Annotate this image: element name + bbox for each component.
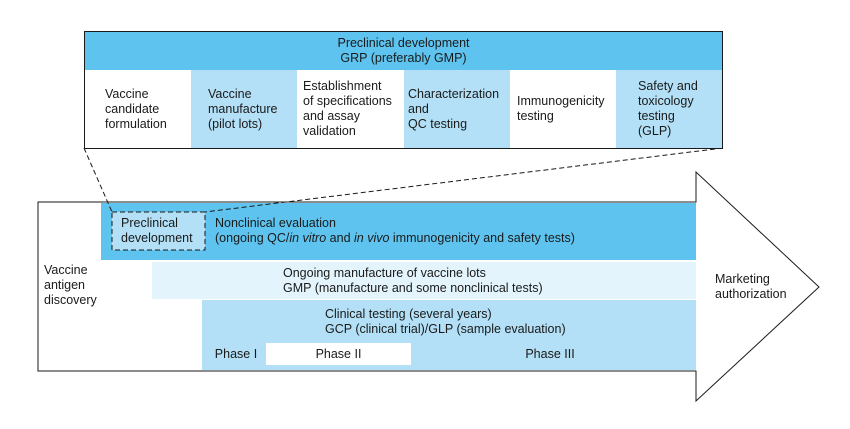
nonclinical-details: (ongoing QC/in vitro and in vivo immunogenicity and safety tests) — [215, 231, 575, 245]
step-characterization: Characterization and QC testing — [404, 70, 510, 148]
step-immunogenicity: Immunogenicity testing — [510, 70, 616, 148]
top-panel-header — [85, 32, 722, 70]
step-specifications: Establishment of specifications and assay validation — [297, 70, 404, 148]
top-panel-title: Preclinical development — [337, 36, 470, 50]
top-panel-subtitle: GRP (preferably GMP) — [340, 51, 467, 65]
step-safety-toxicology: Safety and toxicology testing (GLP) — [616, 70, 722, 148]
clinical-testing-label: Clinical testing (several years) GCP (clinical trial)/GLP (sample evaluation) — [325, 307, 566, 336]
antigen-discovery-label: Vaccine antigen discovery — [44, 263, 97, 307]
phase-3: Phase III — [411, 343, 689, 365]
phase-2: Phase II — [266, 343, 411, 365]
step-vaccine-formulation: Vaccine candidate formulation — [85, 70, 191, 148]
nonclinical-evaluation-label: Nonclinical evaluation (ongoing QC/in vitro and in vivo immunogenicity and safety tests) — [215, 216, 695, 246]
phase-1: Phase I — [206, 343, 266, 365]
preclinical-development-label: Preclinical development — [121, 216, 193, 245]
step-vaccine-manufacture: Vaccine manufacture (pilot lots) — [191, 70, 297, 148]
manufacture-label: Ongoing manufacture of vaccine lots GMP (manufacture and some nonclinical tests) — [283, 266, 543, 295]
marketing-authorization-label: Marketing authorization — [715, 272, 787, 301]
